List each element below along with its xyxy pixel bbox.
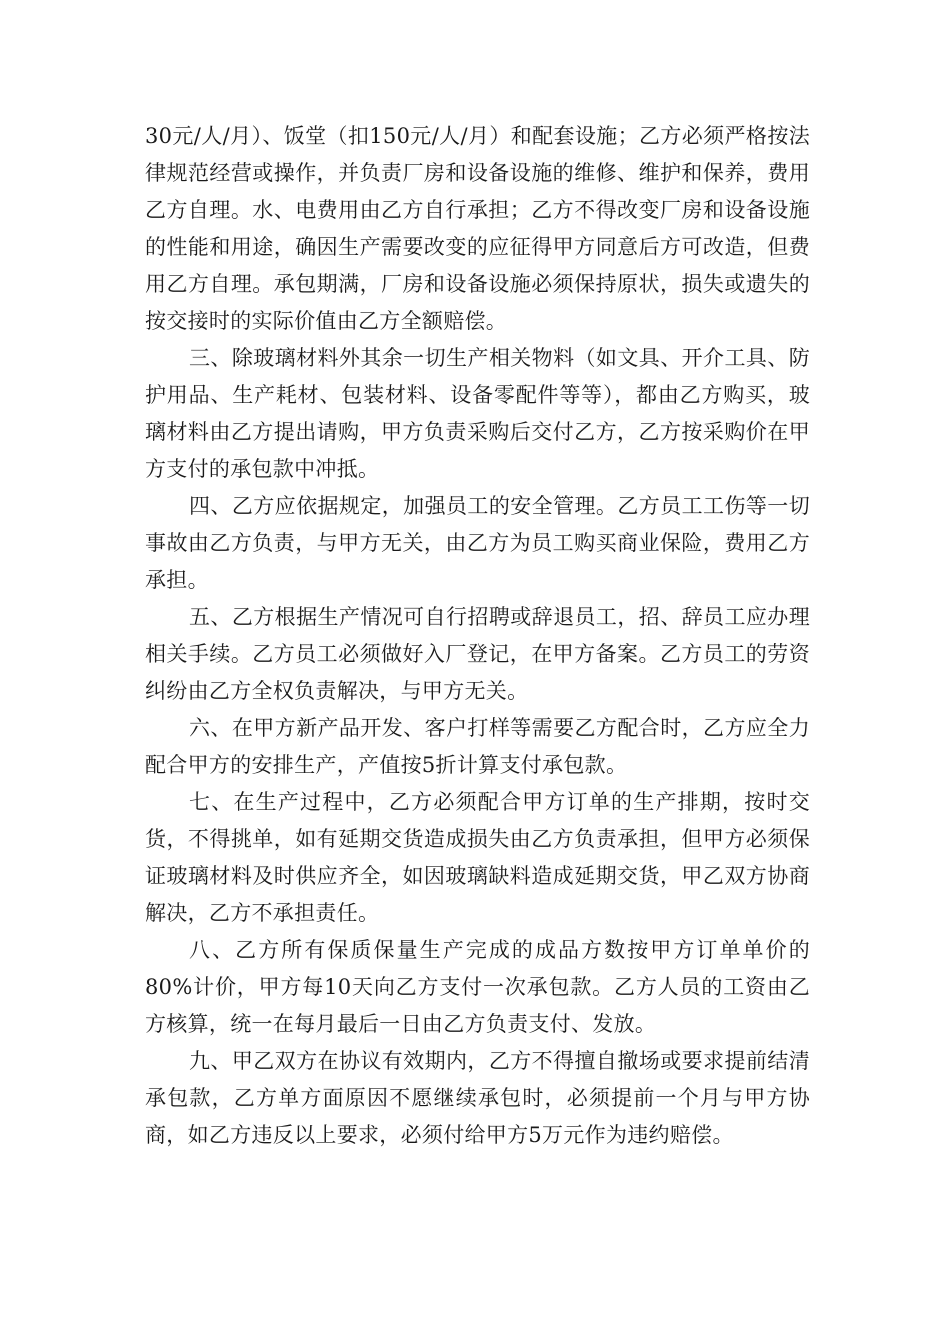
paragraph-clause-7: 七、在生产过程中，乙方必须配合甲方订单的生产排期，按时交货，不得挑单，如有延期交货造成损失由乙方负责承担，但甲方必须保证玻璃材料及时供应齐全，如因玻璃缺料造成延期交货，甲乙双方协商解决，乙方不承担责任。 xyxy=(145,790,810,925)
paragraph-clause-6: 六、在甲方新产品开发、客户打样等需要乙方配合时，乙方应全力配合甲方的安排生产，产值按5折计算支付承包款。 xyxy=(145,716,810,777)
paragraph-clause-8: 八、乙方所有保质保量生产完成的成品方数按甲方订单单价的80%计价，甲方每10天向乙方支付一次承包款。乙方人员的工资由乙方核算，统一在每月最后一日由乙方负责支付、发放。 xyxy=(145,938,810,1036)
paragraph-clause-3: 三、除玻璃材料外其余一切生产相关物料（如文具、开介工具、防护用品、生产耗材、包装材料、设备零配件等等），都由乙方购买，玻璃材料由乙方提出请购，甲方负责采购后交付乙方，乙方按采购价在甲方支付的承包款中冲抵。 xyxy=(145,346,810,481)
paragraph-continuation: 30元/人/月）、饭堂（扣150元/人/月）和配套设施；乙方必须严格按法律规范经营或操作，并负责厂房和设备设施的维修、维护和保养，费用乙方自理。水、电费用由乙方自行承担；乙方不得改变厂房和设备设施的性能和用途，确因生产需要改变的应征得甲方同意后方可改造，但费用乙方自理。承包期满，厂房和设备设施必须保持原状，损失或遗失的按交接时的实际价值由乙方全额赔偿。 xyxy=(145,124,810,333)
paragraph-clause-9: 九、甲乙双方在协议有效期内，乙方不得擅自撤场或要求提前结清承包款，乙方单方面原因不愿继续承包时，必须提前一个月与甲方协商，如乙方违反以上要求，必须付给甲方5万元作为违约赔偿。 xyxy=(145,1049,810,1147)
paragraph-clause-4: 四、乙方应依据规定，加强员工的安全管理。乙方员工工伤等一切事故由乙方负责，与甲方无关，由乙方为员工购买商业保险，费用乙方承担。 xyxy=(145,494,810,592)
document-body xyxy=(145,118,810,1154)
paragraph-clause-5: 五、乙方根据生产情况可自行招聘或辞退员工，招、辞员工应办理相关手续。乙方员工必须做好入厂登记，在甲方备案。乙方员工的劳资纠纷由乙方全权负责解决，与甲方无关。 xyxy=(145,605,810,703)
